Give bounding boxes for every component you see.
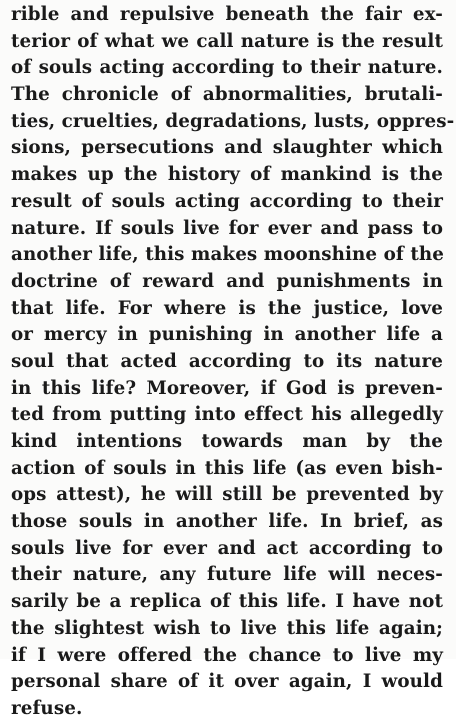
text-line: terior of what we call nature is the result (11, 30, 443, 52)
text-line: sarily be a replica of this life. I have not (11, 591, 443, 613)
text-line: ted from putting into effect his allegedly (11, 404, 443, 426)
text-line: rible and repulsive beneath the fair ex- (11, 4, 443, 25)
text-line: those souls in another life. In brief, as (11, 511, 443, 533)
text-line: result of souls acting according to their (11, 190, 443, 212)
text-line: nature. If souls live for ever and pass to (11, 217, 443, 239)
text-line: their nature, any future life will neces- (11, 564, 443, 586)
text-line: The chronicle of abnormalities, brutali- (11, 84, 443, 106)
text-line: doctrine of reward and punishments in (11, 270, 443, 292)
text-line: soul that acted according to its nature (11, 350, 443, 372)
text-line: refuse. (11, 697, 83, 719)
text-line: or mercy in punishing in another life a (11, 324, 443, 346)
body-text (11, 2, 455, 723)
text-line: of souls acting according to their nature. (11, 57, 443, 79)
text-line: personal share of it over again, I would (11, 671, 443, 693)
text-line: action of souls in this life (as even bish- (11, 457, 443, 479)
text-line: kind intentions towards man by the (11, 431, 443, 452)
text-line: ops attest), he will still be prevented by (11, 484, 443, 506)
text-line: sions, persecutions and slaughter which (11, 137, 443, 159)
text-line: the slightest wish to live this life again; (11, 617, 443, 639)
text-line: souls live for ever and act according to (11, 537, 443, 559)
text-line: that life. For where is the justice, love (11, 297, 443, 319)
text-line: makes up the history of mankind is the (11, 164, 443, 186)
text-line: in this life? Moreover, if God is preven- (11, 377, 443, 399)
text-line: ties, cruelties, degradations, lusts, oppres- (11, 110, 455, 132)
text-line: another life, this makes moonshine of the (11, 244, 445, 266)
text-line: if I were offered the chance to live my (11, 644, 443, 666)
